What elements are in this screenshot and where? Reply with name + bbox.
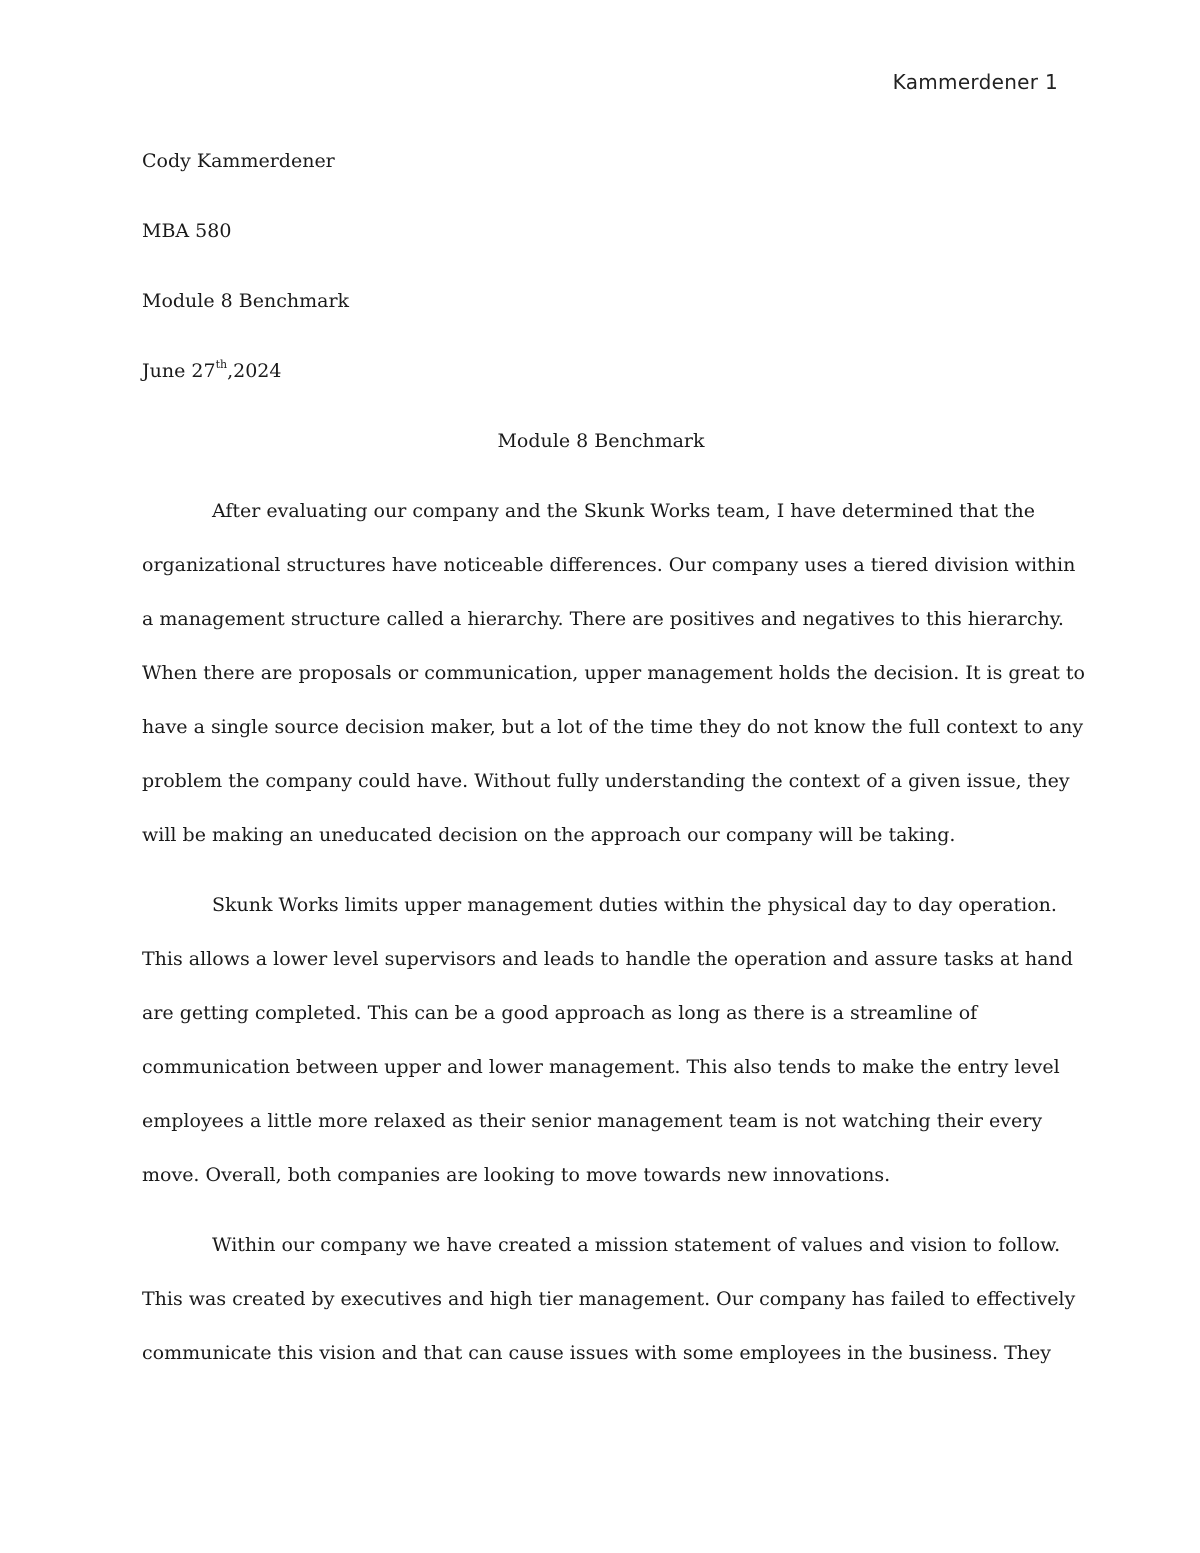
date-suffix: ,2024 [227,360,282,382]
paragraph-line: employees a little more relaxed as their senior management team is not watching their every [142,1110,1043,1132]
paragraph-line: problem the company could have. Without fully understanding the context of a given issue, they [142,770,1070,792]
paragraph-line: have a single source decision maker, but a lot of the time they do not know the full context to any [142,716,1084,738]
paragraph-line: a management structure called a hierarchy. There are positives and negatives to this hierarchy. [142,608,1064,630]
document-body [142,134,1085,1396]
paragraph-line: Within our company we have created a mission statement of values and vision to follow. [212,1234,1061,1256]
paragraph [142,1218,1076,1380]
paragraph-line: This allows a lower level supervisors and leads to handle the operation and assure tasks at hand [142,948,1073,970]
date-prefix: June 27 [142,360,216,382]
paragraph [142,878,1073,1202]
paragraph-line: This was created by executives and high tier management. Our company has failed to effectively [142,1288,1076,1310]
paragraph-line: are getting completed. This can be a good approach as long as there is a streamline of [142,1002,978,1024]
paper-title: Module 8 Benchmark [497,430,705,452]
paragraph-line: When there are proposals or communication, upper management holds the decision. It is great to [142,662,1085,684]
paragraph [142,484,1085,862]
paragraph-line: organizational structures have noticeable differences. Our company uses a tiered division within [142,554,1076,576]
paragraph-line: communication between upper and lower management. This also tends to make the entry level [142,1056,1060,1078]
paragraph-line: After evaluating our company and the Skunk Works team, I have determined that the [212,500,1036,522]
author-name: Cody Kammerdener [142,150,335,172]
paragraph-line: move. Overall, both companies are looking to move towards new innovations. [142,1164,891,1186]
date-superscript: th [215,358,228,371]
paragraph-line: communicate this vision and that can cause issues with some employees in the business. They [142,1342,1051,1364]
heading-block [142,134,1060,398]
running-head: Kammerdener 1 [892,70,1058,94]
assignment-name: Module 8 Benchmark [142,290,350,312]
paragraph-line: will be making an uneducated decision on the approach our company will be taking. [142,824,956,846]
paragraph-line: Skunk Works limits upper management duties within the physical day to day operation. [212,894,1057,916]
course-name: MBA 580 [142,220,232,242]
submission-date [142,344,1060,398]
